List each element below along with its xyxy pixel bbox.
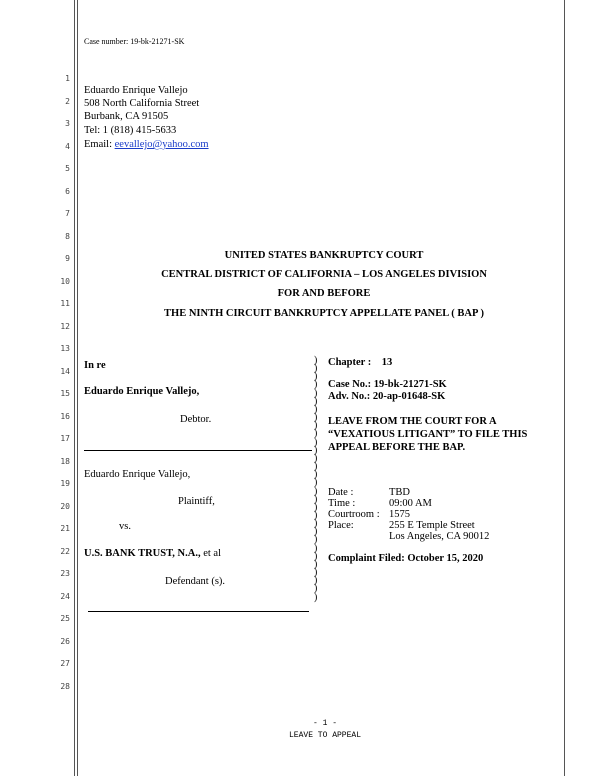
chapter: Chapter : 13 (328, 357, 393, 368)
line-number: 15 (60, 389, 70, 398)
caption-bottom-line (88, 611, 309, 612)
line-number: 23 (60, 569, 70, 578)
line-number: 5 (65, 164, 70, 173)
defendant-label: Defendant (s). (165, 576, 226, 587)
line-number: 2 (65, 96, 70, 106)
line-number: 14 (60, 366, 70, 376)
line-number: 25 (60, 614, 70, 623)
line-number: 3 (65, 119, 70, 128)
line-number: 24 (60, 591, 70, 601)
doc-title-3: APPEAL BEFORE THE BAP. (328, 442, 466, 453)
time-label: Time : (328, 498, 356, 509)
plaintiff-name: Eduardo Enrique Vallejo, (84, 469, 191, 480)
left-margin-line-inner (77, 0, 78, 776)
line-number: 17 (60, 434, 70, 443)
line-number: 22 (60, 546, 70, 556)
court-title-4: THE NINTH CIRCUIT BANKRUPTCY APPELLATE PANEL ( BAP ) (164, 308, 484, 319)
et-al: et al (200, 548, 221, 559)
debtor-name: Eduardo Enrique Vallejo, (84, 386, 200, 397)
place-line-1: 255 E Temple Street (389, 520, 475, 531)
line-number: 11 (60, 299, 70, 308)
line-number: 10 (60, 276, 70, 286)
line-number: 27 (60, 659, 70, 668)
complaint-filed: Complaint Filed: October 15, 2020 (328, 553, 484, 564)
line-number: 26 (60, 636, 70, 646)
court-title-3: FOR AND BEFORE (277, 288, 371, 299)
caption-divider (84, 450, 312, 451)
line-number: 7 (65, 209, 70, 218)
line-number: 6 (65, 186, 70, 196)
date-value: TBD (389, 487, 410, 498)
line-number: 21 (60, 524, 70, 533)
adv-no: Adv. No.: 20-ap-01648-SK (328, 391, 446, 402)
author-name: Eduardo Enrique Vallejo (84, 85, 188, 96)
line-number: 8 (65, 231, 70, 241)
courtroom-value: 1575 (389, 509, 410, 520)
page-number: - 1 - (312, 719, 337, 728)
line-number: 20 (60, 501, 70, 511)
email-link[interactable]: eevallejo@yahoo.com (114, 139, 209, 150)
line-number: 9 (65, 254, 70, 263)
author-tel: Tel: 1 (818) 415-5633 (84, 125, 177, 136)
time-value: 09:00 AM (389, 498, 432, 509)
line-number: 16 (60, 411, 70, 421)
in-re: In re (84, 360, 106, 371)
place-label: Place: (328, 520, 354, 531)
defendant-line (84, 548, 221, 560)
case-no: Case No.: 19-bk-21271-SK (328, 379, 447, 390)
author-email-line (84, 139, 209, 151)
line-number: 1 (65, 74, 70, 83)
line-number: 19 (60, 479, 70, 488)
court-title-2: CENTRAL DISTRICT OF CALIFORNIA – LOS ANGELES DIVISION (161, 269, 487, 280)
doc-title-1: LEAVE FROM THE COURT FOR A (328, 416, 497, 427)
author-street: 508 North California Street (84, 98, 200, 109)
defendant-name: U.S. BANK TRUST, N.A., (84, 548, 201, 559)
date-label: Date : (328, 487, 354, 498)
line-number: 13 (60, 344, 70, 353)
author-city: Burbank, CA 91505 (84, 111, 169, 122)
line-number: 18 (60, 456, 70, 466)
email-label: Email: (84, 139, 115, 150)
case-number-header: Case number: 19-bk-21271-SK (84, 37, 185, 46)
plaintiff-label: Plaintiff, (178, 496, 215, 507)
line-number: 12 (60, 321, 70, 331)
vs-label: vs. (119, 521, 131, 532)
right-margin-line (564, 0, 565, 776)
doc-title-2: “VEXATIOUS LITIGANT” TO FILE THIS (328, 429, 528, 440)
debtor-label: Debtor. (180, 414, 212, 425)
footer-title: LEAVE TO APPEAL (288, 731, 361, 740)
courtroom-label: Courtroom : (328, 509, 380, 520)
line-number: 28 (60, 681, 70, 691)
left-margin-line (74, 0, 75, 776)
court-title-1: UNITED STATES BANKRUPTCY COURT (224, 250, 424, 261)
line-number: 4 (65, 141, 70, 151)
caption-parens: ) ) ) ) ) ) ) ) ) ) ) ) ) ) ) ) ) ) ) ) ) ) ) ) ) ) ) ) ) ) (314, 355, 318, 603)
place-line-2: Los Angeles, CA 90012 (389, 531, 490, 542)
